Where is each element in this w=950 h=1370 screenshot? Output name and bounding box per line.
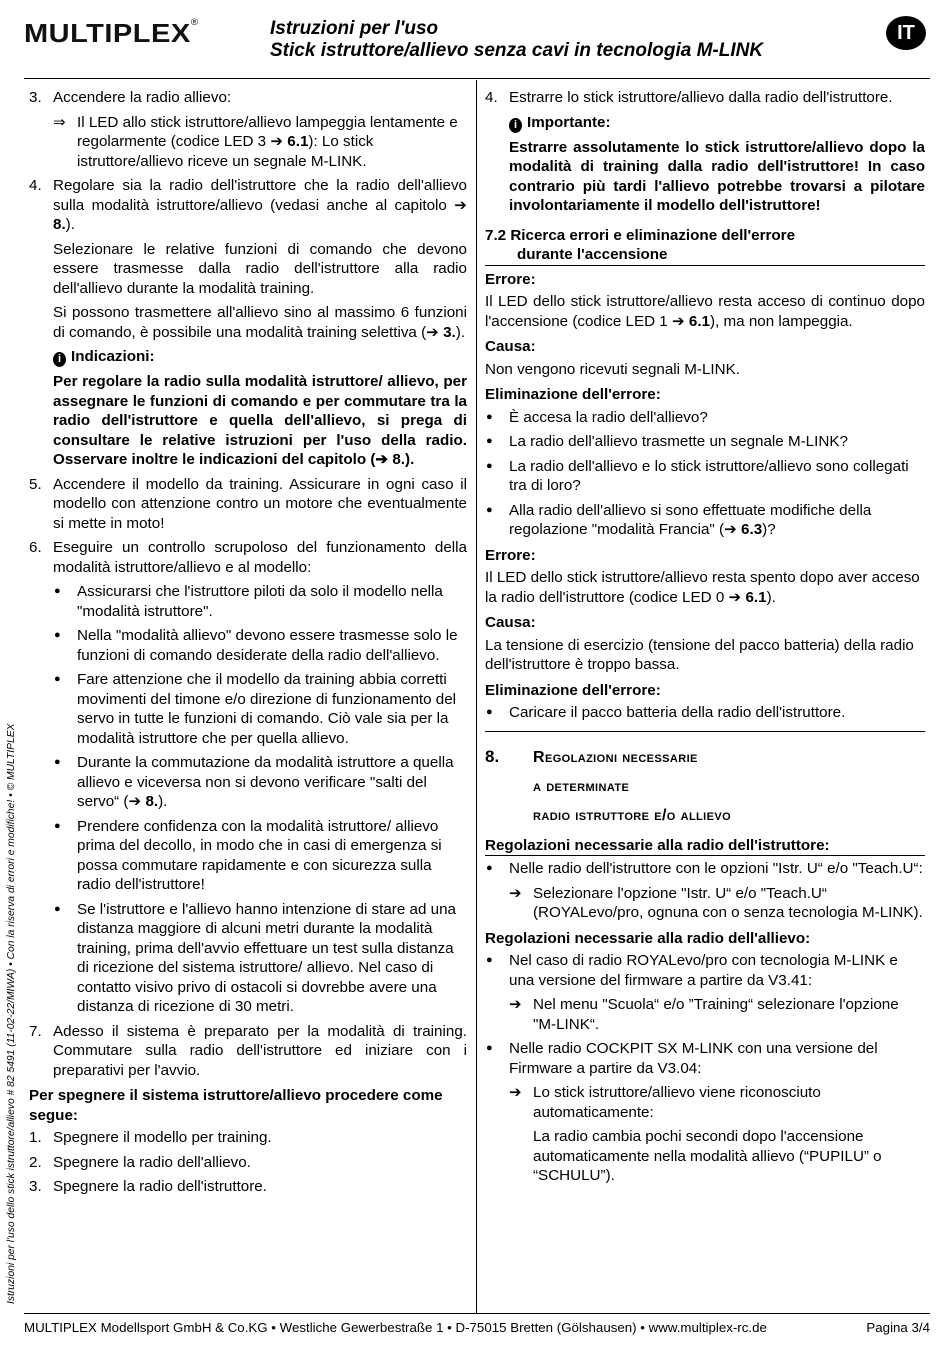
step-3-result: ⇒ Il LED allo stick istruttore/allievo lampeggia lentamente e regolarmente (codice LED 3 ➔ 6.1): Lo stick istruttore/allievo riceve un segnale M-LINK. (53, 113, 458, 170)
step-6-bullet-4: ● Durante la commutazione da modalità istruttore a quella allievo e viceversa non si devono verificare "salti del servo“ (➔ 8.). (54, 754, 454, 810)
fix-1-bullet-1: ● È accesa la radio dell'allievo? (486, 408, 708, 426)
arrow-right-icon: ➔ (128, 793, 146, 810)
document-title (270, 18, 763, 62)
bullet-icon: ● (54, 902, 61, 915)
step-6-bullet-3: ● Fare attenzione che il modello da training abbia corretti movimenti del timone e/o direzione di funzionamento del servo in tutte le funzioni di comando. Ciò vale sia per la modalità istruttore che per quella allievo. (54, 671, 457, 747)
step-6-bullet-6: ● Se l'istruttore e l'allievo hanno intenzione di stare ad una distanza maggiore di alcuni metri durante la modalità training, prima dell'avvio effettuare un test sulla distanza di ricezione del sistema istruttore/ allievo. Nel caso di contatto visivo privo di ostacoli si dovrebbe avere una distanza di ricezione di 30 metri. (54, 900, 456, 1015)
cause-1-text: Non vengono ricevuti segnali M-LINK. (485, 360, 740, 378)
fix-1-bullet-3: ● La radio dell'allievo e lo stick istruttore/allievo sono collegati tra di loro? (486, 457, 909, 494)
error-2-label: Errore: (485, 546, 536, 564)
step-6-bullet-2: ● Nella "modalità allievo" devono essere trasmesse solo le funzioni di comando desiderate della radio dell'allievo. (54, 627, 458, 664)
bullet-icon: ● (54, 585, 61, 597)
arrow-right-icon: ➔ (671, 312, 689, 330)
step-4-remove: 4. Estrarre lo stick istruttore/allievo dalla radio dell'istruttore. (485, 89, 893, 106)
bullet-icon: ● (486, 459, 493, 472)
student-bullet-1-action: ➔ Nel menu "Scuola“ e/o ”Training“ selezionare l'opzione "M-LINK“. (509, 996, 899, 1033)
student-settings-heading: Regolazioni necessarie alla radio dell'allievo: (485, 929, 811, 947)
error-1-label: Errore: (485, 270, 536, 288)
info-icon: i (509, 118, 522, 133)
error-2-text: Il LED dello stick istruttore/allievo resta spento dopo aver acceso la radio dell'istruttore (codice LED 0 ➔ 6.1). (485, 569, 920, 606)
footer-company-info: MULTIPLEX Modellsport GmbH & Co.KG • Westliche Gewerbestraße 1 • D-75015 Bretten (Gölshausen) • www.multiplex-rc.de (24, 1320, 767, 1335)
student-bullet-2-action: ➔ Lo stick istruttore/allievo viene riconosciuto automaticamente: (509, 1084, 821, 1121)
header-rule (24, 78, 930, 79)
arrow-right-icon: ➔ (509, 996, 522, 1013)
page-footer (24, 1320, 930, 1335)
arrow-right-icon: ➔ (375, 451, 393, 468)
step-7: 7. Adesso il sistema è preparato per la modalità di training. Commutare sulla radio dell'istruttore ed iniziare con i preparativi per l'avvio. (29, 1022, 467, 1079)
page-header (24, 14, 930, 66)
bullet-icon: ● (54, 673, 61, 685)
student-bullet-2-note: La radio cambia pochi secondi dopo l'accensione automaticamente nella modalità allievo (“PUPILU” o “SCHULU”). (533, 1128, 882, 1184)
section-7-2-heading: 7.2 Ricerca errori e eliminazione dell'errore durante l'accensione (485, 226, 925, 266)
bullet-icon: ● (486, 954, 493, 966)
arrow-right-icon: ➔ (509, 884, 522, 902)
shutdown-heading: Per spegnere il sistema istruttore/allievo procedere come segue: (29, 1087, 443, 1124)
student-bullet-2: ● Nelle radio COCKPIT SX M-LINK con una versione del Firmware a partire da V3.04: (486, 1040, 878, 1077)
bullet-icon: ● (54, 756, 61, 768)
bullet-icon: ● (486, 503, 493, 516)
cause-2-text: La tensione di esercizio (tensione del pacco batteria) della radio dell'istruttore è troppo bassa. (485, 636, 914, 673)
step-3: 3. Accendere la radio allievo: (29, 89, 232, 106)
bullet-icon: ● (486, 1042, 493, 1054)
fix-1-label: Eliminazione dell'errore: (485, 386, 661, 403)
student-bullet-1: ● Nel caso di radio ROYALevo/pro con tecnologia M-LINK e una versione del firmware a partire da V3.41: (486, 952, 898, 989)
fix-1-bullet-2: ● La radio dell'allievo trasmette un segnale M-LINK? (486, 433, 848, 450)
left-column (29, 88, 467, 1202)
side-imprint: Istruzioni per l'uso dello stick istruttore/allievo # 82 5491 (11-02-22/MIWA) • Con la riserva di errori e modifiche! • © MULTIPLEX (6, 723, 17, 1304)
bullet-icon: ● (486, 435, 493, 447)
step-4-paragraph-2: Selezionare le relative funzioni di comando che devono essere trasmesse dalla radio dell'istruttore alla radio dell'allievo durante la modalità training. (53, 240, 467, 297)
instructor-bullet-1: ● Nelle radio dell'istruttore con le opzioni "Istr. U“ e/o "Teach.U“: (486, 860, 923, 877)
arrow-right-icon: ➔ (509, 1084, 522, 1101)
fix-1-bullet-4: ● Alla radio dell'allievo si sono effettuate modifiche della regolazione "modalità Francia" (➔ 6.3)? (486, 501, 872, 538)
cause-2-label: Causa: (485, 614, 536, 631)
bullet-icon: ● (486, 410, 493, 423)
bullet-icon: ● (54, 819, 61, 832)
important-heading: i Importante: (485, 113, 925, 133)
language-badge: IT (886, 16, 926, 50)
section-8-rule (485, 731, 925, 732)
fix-2-bullet-1: ● Caricare il pacco batteria della radio dell'istruttore. (486, 704, 846, 721)
arrow-right-icon: ➔ (728, 588, 746, 606)
arrow-right-icon: ➔ (454, 196, 467, 214)
info-icon: i (53, 352, 66, 367)
step-5: 5. Accendere il modello da training. Assicurare in ogni caso il modello con attenzione contro un motore che eventualmente si mette in moto! (29, 475, 467, 532)
implies-icon: ⇒ (53, 113, 66, 131)
title-line-1: Istruzioni per l'uso (270, 18, 439, 39)
footer-rule (24, 1313, 930, 1314)
multiplex-logo: MULTIPLEX® (24, 17, 199, 49)
shutdown-step-2: 2. Spegnere la radio dell'allievo. (29, 1153, 251, 1171)
column-divider (476, 80, 477, 1313)
shutdown-step-1: 1. Spegnere il modello per training. (29, 1129, 272, 1146)
step-4-paragraph-3: Si possono trasmettere all'allievo sino al massimo 6 funzioni di comando, è possibile una modalità training selettiva (➔ 3.). (53, 304, 467, 341)
bullet-icon: ● (54, 629, 61, 641)
instructor-settings-heading: Regolazioni necessarie alla radio dell'istruttore: (485, 836, 925, 857)
step-6: 6. Eseguire un controllo scrupoloso del funzionamento della modalità istruttore/allievo e al modello: (29, 539, 467, 576)
step-6-bullet-1: ● Assicurarsi che l'istruttore piloti da solo il modello nella "modalità istruttore". (54, 583, 443, 620)
notes-text: Per regolare la radio sulla modalità istruttore/ allievo, per assegnare le funzioni di comando e per commutare tra la radio dell'istruttore e quella dell'allievo, si prega di consultare le relative istruzioni per l'uso della radio. Osservare inoltre le indicazioni del capitolo (➔ 8.). (53, 373, 467, 468)
arrow-right-icon: ➔ (724, 521, 742, 538)
page-number: Pagina 3/4 (866, 1320, 930, 1335)
arrow-right-icon: ➔ (270, 133, 288, 150)
fix-2-label: Eliminazione dell'errore: (485, 681, 661, 699)
section-8-heading: 8. Regolazioni necessarie a determinate radio istruttore e/o allievo (485, 746, 732, 824)
bullet-icon: ● (486, 862, 493, 874)
instructor-bullet-1-action: ➔ Selezionare l'opzione "Istr. U“ e/o "Teach.U“ (ROYALevo/pro, ognuna con o senza tecnologia M-LINK). (509, 884, 923, 921)
bullet-icon: ● (486, 706, 493, 718)
step-4: 4. Regolare sia la radio dell'istruttore che la radio dell'allievo sulla modalità istruttore/allievo (vedasi anche al capitolo ➔ 8.). (29, 177, 467, 233)
title-line-2: Stick istruttore/allievo senza cavi in tecnologia M-LINK (270, 40, 764, 61)
shutdown-step-3: 3. Spegnere la radio dell'istruttore. (29, 1178, 267, 1195)
important-text: Estrarre assolutamente lo stick istruttore/allievo dopo la modalità di training dalla radio dell'istruttore! In caso contrario più tardi l'allievo potrebbe trovarsi a pilotare involontariamente il modello dell'istruttore! (509, 138, 925, 214)
notes-heading: i Indicazioni: (29, 347, 467, 367)
cause-1-label: Causa: (485, 338, 536, 355)
error-1-text: Il LED dello stick istruttore/allievo resta acceso di continuo dopo l'accensione (codice LED 1 ➔ 6.1), ma non lampeggia. (485, 293, 925, 330)
arrow-right-icon: ➔ (426, 323, 444, 341)
step-6-bullet-5: ● Prendere confidenza con la modalità istruttore/ allievo prima del decollo, in modo che in casi di emergenza si possa commutare rapidamente e con sicurezza sulla radio dell'istruttore! (54, 817, 442, 893)
right-column (485, 88, 925, 1191)
